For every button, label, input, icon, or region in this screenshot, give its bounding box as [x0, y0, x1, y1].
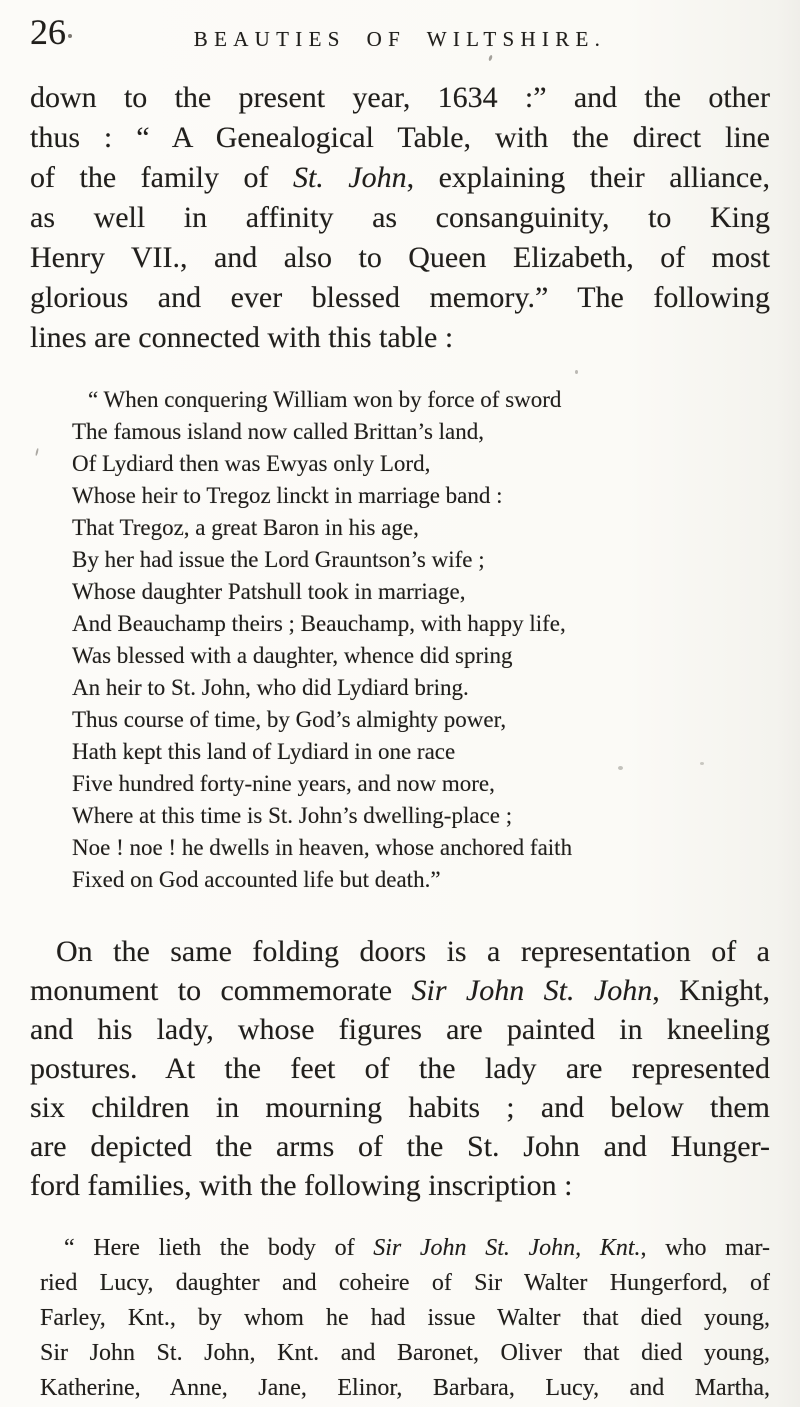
text-segment: Hath kept this land of Lydiard in one race: [72, 739, 456, 764]
text-line: [40, 1231, 770, 1266]
italic-text-segment: St. John: [292, 161, 407, 194]
text-segment: , explaining their alliance,: [406, 161, 770, 194]
text-line: [72, 640, 712, 672]
scan-speckle: [68, 34, 72, 38]
text-line: [72, 736, 712, 768]
text-line: [40, 1301, 770, 1336]
text-line: [30, 158, 770, 198]
text-segment: , Knight,: [652, 974, 770, 1007]
text-line: [72, 704, 712, 736]
text-line: [72, 576, 712, 608]
text-line: [40, 1371, 770, 1406]
text-segment: That Tregoz, a great Baron in his age,: [72, 515, 419, 540]
text-segment: down to the present year, 1634 :” and the other: [30, 81, 770, 114]
text-line: [72, 384, 712, 416]
text-segment: “ When conquering William won by force of sword: [88, 387, 562, 412]
text-line: [30, 318, 770, 358]
text-line: [72, 512, 712, 544]
text-line: [72, 448, 712, 480]
italic-text-segment: Sir John St. John: [411, 974, 653, 1007]
text-segment: and his lady, whose figures are painted in kneeling: [30, 1013, 770, 1046]
text-segment: Farley, Knt., by whom he had issue Walter that died young,: [40, 1305, 770, 1331]
text-line: [30, 1127, 770, 1166]
text-segment: And Beauchamp theirs ; Beauchamp, with happy life,: [72, 611, 566, 636]
text-segment: Thus course of time, by God’s almighty power,: [72, 707, 507, 732]
scan-speckle: [575, 370, 578, 374]
text-segment: Fixed on God accounted life but death.”: [72, 867, 441, 892]
text-line: [72, 416, 712, 448]
text-segment: Katherine, Anne, Jane, Elinor, Barbara, Lucy, and Martha,: [40, 1375, 770, 1401]
text-line: [72, 864, 712, 896]
text-segment: as well in affinity as consanguinity, to King: [30, 201, 770, 234]
text-segment: An heir to St. John, who did Lydiard bring.: [72, 675, 469, 700]
text-segment: The famous island now called Brittan’s land,: [72, 419, 484, 444]
scan-speckle: [488, 55, 493, 62]
text-line: [30, 1010, 770, 1049]
text-segment: are depicted the arms of the St. John and Hunger-: [30, 1130, 770, 1163]
monument-paragraph: [30, 932, 770, 1205]
text-segment: “ Here lieth the body of: [64, 1235, 374, 1261]
scan-speckle: [618, 766, 623, 770]
scan-speckle: [35, 448, 39, 456]
text-line: [30, 932, 770, 971]
text-segment: lines are connected with this table :: [30, 321, 454, 354]
opening-paragraph: [30, 78, 770, 358]
text-segment: monument to commemorate: [30, 974, 412, 1007]
text-segment: ried Lucy, daughter and coheire of Sir Walter Hungerford, of: [40, 1270, 770, 1296]
poem-block: [72, 384, 712, 896]
text-segment: Sir John St. John, Knt. and Baronet, Oliver that died young,: [40, 1340, 770, 1366]
text-line: [72, 608, 712, 640]
text-line: [30, 238, 770, 278]
scan-speckle: [700, 762, 704, 765]
text-line: [30, 198, 770, 238]
text-segment: thus : “ A Genealogical Table, with the direct line: [30, 121, 770, 154]
text-segment: Whose daughter Patshull took in marriage,: [72, 579, 466, 604]
text-line: [30, 1049, 770, 1088]
text-line: [30, 971, 770, 1010]
text-line: [30, 1088, 770, 1127]
text-line: [72, 800, 712, 832]
page-header: [30, 12, 770, 56]
text-line: [30, 278, 770, 318]
italic-text-segment: Sir John St. John, Knt.: [373, 1235, 641, 1261]
text-segment: glorious and ever blessed memory.” The following: [30, 281, 770, 314]
text-line: [30, 118, 770, 158]
text-segment: Henry VII., and also to Queen Elizabeth, of most: [30, 241, 770, 274]
text-segment: Where at this time is St. John’s dwelling-place ;: [72, 803, 513, 828]
text-segment: postures. At the feet of the lady are represented: [30, 1052, 770, 1085]
text-segment: Noe ! noe ! he dwells in heaven, whose anchored faith: [72, 835, 573, 860]
text-line: [72, 832, 712, 864]
text-segment: , who mar-: [640, 1235, 771, 1261]
running-title: BEAUTIES OF WILTSHIRE.: [193, 27, 607, 51]
text-segment: By her had issue the Lord Grauntson’s wife ;: [72, 547, 485, 572]
text-line: [72, 768, 712, 800]
text-segment: of the family of: [30, 161, 293, 194]
text-segment: six children in mourning habits ; and below them: [30, 1091, 770, 1124]
text-line: [40, 1336, 770, 1371]
text-segment: Was blessed with a daughter, whence did spring: [72, 643, 513, 668]
text-line: [72, 480, 712, 512]
text-line: [40, 1266, 770, 1301]
text-segment: Whose heir to Tregoz linckt in marriage band :: [72, 483, 503, 508]
page-number: 26: [30, 12, 66, 52]
text-segment: On the same folding doors is a representation of a: [56, 935, 770, 968]
text-line: [30, 1166, 770, 1205]
text-line: [72, 672, 712, 704]
text-segment: ford families, with the following inscription :: [30, 1169, 573, 1202]
text-line: [72, 544, 712, 576]
text-segment: Five hundred forty-nine years, and now more,: [72, 771, 495, 796]
text-segment: Of Lydiard then was Ewyas only Lord,: [72, 451, 431, 476]
inscription-paragraph: [40, 1231, 770, 1406]
text-line: [30, 78, 770, 118]
